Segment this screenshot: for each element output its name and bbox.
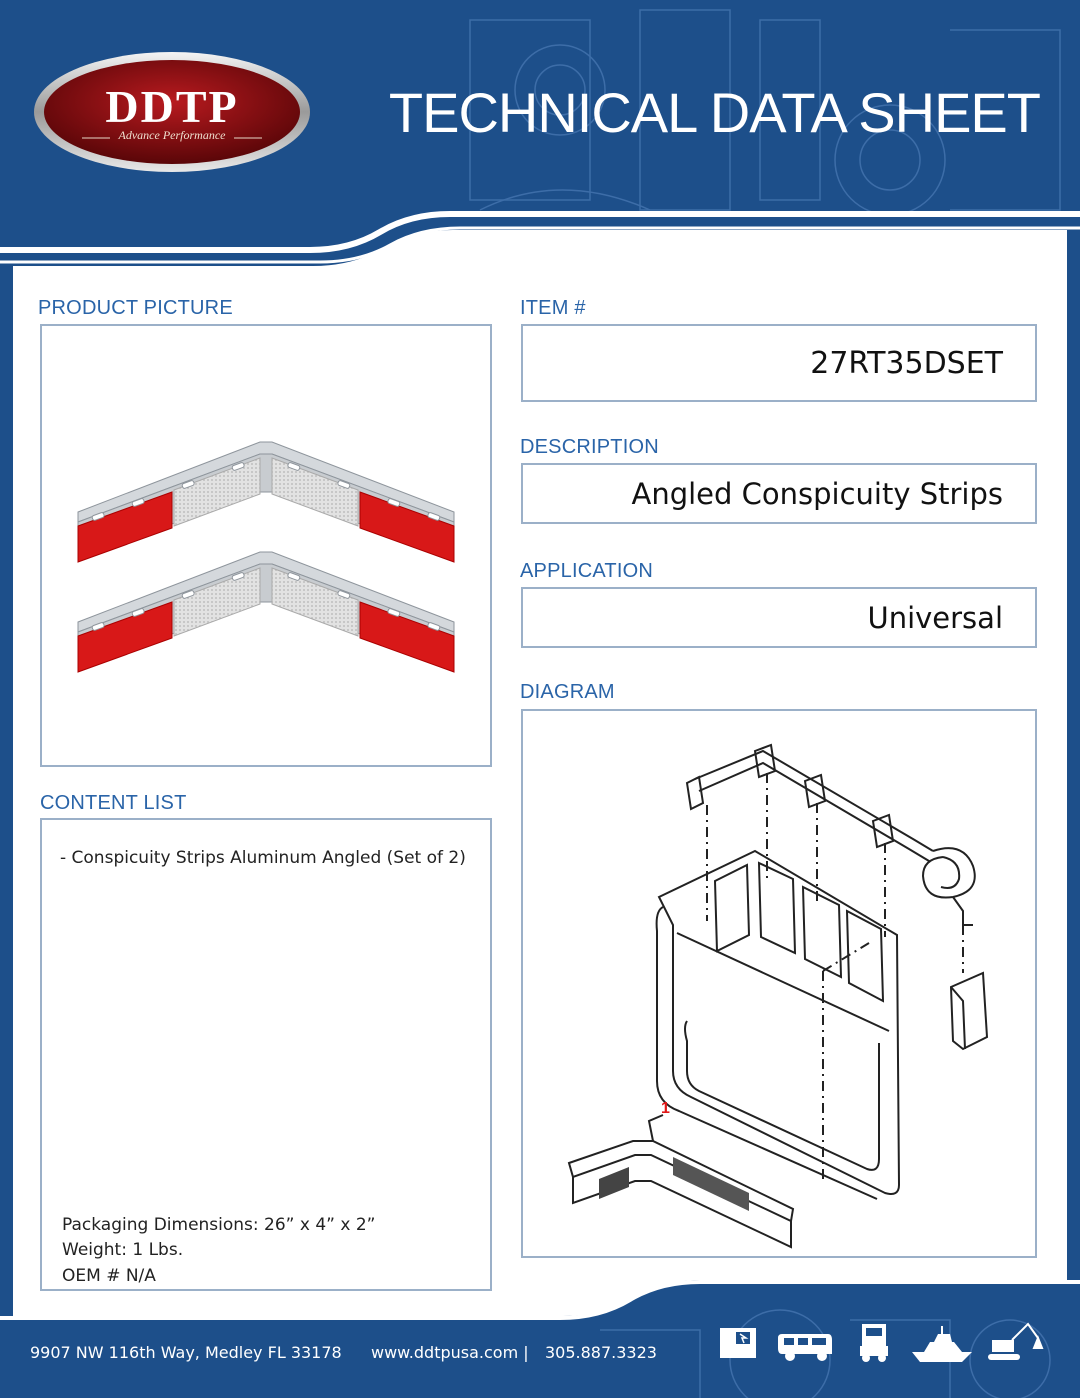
strip-bottom [78, 552, 454, 672]
application-label: APPLICATION [520, 560, 653, 582]
diagram-box [521, 709, 1037, 1258]
product-image [42, 326, 490, 765]
footer-address: 9907 NW 116th Way, Medley FL 33178 [30, 1343, 342, 1362]
description-box [521, 463, 1037, 524]
content-list-item: - Conspicuity Strips Aluminum Angled (Set of 2) [60, 848, 466, 868]
product-picture-box [40, 324, 492, 767]
packaging-dimensions: Packaging Dimensions: 26” x 4” x 2” [62, 1215, 376, 1235]
description-label: DESCRIPTION [520, 436, 659, 458]
footer-phone[interactable]: 305.887.3323 [545, 1343, 657, 1362]
truck-icon [860, 1324, 888, 1361]
product-picture-label: PRODUCT PICTURE [38, 297, 233, 319]
item-number-value: 27RT35DSET [810, 346, 1003, 381]
diagram-label: DIAGRAM [520, 681, 615, 703]
yacht-icon [912, 1326, 972, 1362]
application-value: Universal [867, 601, 1003, 635]
strip-top [78, 442, 454, 562]
application-box [521, 587, 1037, 648]
diagram-callout: 1 [661, 1100, 670, 1117]
bus-icon [778, 1334, 832, 1360]
page-title: TECHNICAL DATA SHEET [388, 81, 1040, 144]
footer-icon-row [716, 1318, 1046, 1368]
oem-number: OEM # N/A [62, 1266, 156, 1286]
mudflap-diagram [523, 711, 1035, 1256]
logo-tagline: Advance Performance [118, 128, 226, 142]
excavator-icon [988, 1324, 1042, 1360]
content-list-label: CONTENT LIST [40, 792, 187, 814]
generator-icon [720, 1328, 756, 1358]
logo-text: DDTP [105, 81, 239, 132]
footer-website[interactable]: www.ddtpusa.com | [371, 1343, 529, 1362]
weight: Weight: 1 Lbs. [62, 1240, 184, 1260]
item-number-box [521, 324, 1037, 402]
description-value: Angled Conspicuity Strips [631, 477, 1003, 511]
item-number-label: ITEM # [520, 297, 586, 319]
